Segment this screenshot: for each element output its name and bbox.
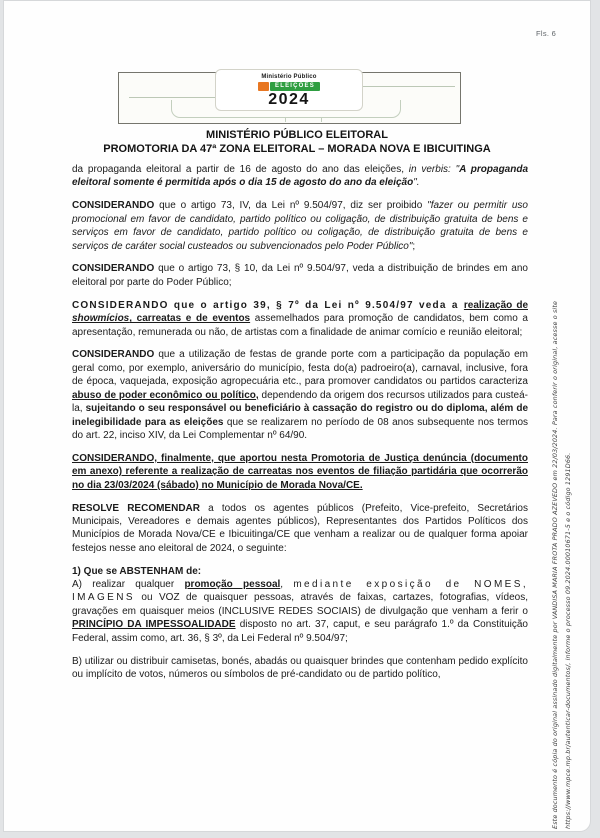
logo-eleicoes-label: ELEIÇÕES <box>270 82 320 91</box>
text-segment: a todos os agentes públicos (Prefeito, Vice-prefeito, Secretários Municipais, Vereadores e demais agentes públicos), Representantes dos Partidos Políticos dos Municípios de Morada Nova/CE e Ibicuitinga/CE que venham a realizar ou de qualquer forma apoiar festejos nesse ano eleitoral de 2024, o seguinte: <box>72 502 528 554</box>
text-segment: CONSIDERANDO <box>72 263 155 275</box>
paragraph <box>72 299 528 339</box>
logo-orange-block-icon <box>258 82 269 91</box>
logo-year: 2024 <box>268 90 310 108</box>
text-segment: que a utilização de festas de grande porte com a participação da população em geral como, por exemplo, aniversário do município, festa do(a) padroeiro(a), carnaval, inclusive, fora de época, vaquejada, exposição agropecuária etc., para promover candidatos ou partidos caracteriza <box>72 349 528 388</box>
paragraph <box>72 655 528 682</box>
title-line-2: PROMOTORIA DA 47ª ZONA ELEITORAL – MORADA NOVA E IBICUITINGA <box>103 143 491 155</box>
paragraph <box>72 452 528 492</box>
paragraph <box>72 348 528 442</box>
text-segment: B) utilizar ou distribuir camisetas, bonés, abadás ou quaisquer brindes que contenham pedido explícito ou implícito de votos, números ou símbolos de pré-candidato ou de partido político, <box>72 655 528 680</box>
text-segment: CONSIDERANDO <box>72 200 155 212</box>
text-segment: showmícios <box>72 313 130 325</box>
paragraph <box>72 163 528 190</box>
signature-line-2: https://www.mpce.mp.br/autenticar-documentos/, informe o processo 09.2024.00010671-5 e o código 1291D66. <box>564 452 572 829</box>
header-decoration-tick <box>321 117 322 122</box>
page-number: Fls. 6 <box>536 29 557 38</box>
text-segment: CONSIDERANDO, finalmente, que aportou nesta Promotoria de Justiça denúncia (documento em anexo) referente a realização de carreatas nos eventos de filiação partidária que ocorrerão no dia 23/03/2024 (sábado) no Município de Morada Nova/CE. <box>72 452 528 491</box>
text-segment: que o artigo 73, § 10, da Lei nº 9.504/97, veda a distribuição de brindes em ano eleitoral por parte do Poder Público; <box>72 263 528 288</box>
text-segment: abuso de poder econômico ou político, <box>72 389 259 401</box>
text-segment: ; <box>412 240 416 252</box>
text-segment: A propaganda eleitoral somente é permitida após o dia 15 de agosto do ano da eleição <box>72 164 529 189</box>
paragraph <box>72 578 528 645</box>
logo-band <box>258 82 320 91</box>
paragraph <box>72 262 528 289</box>
header-logo-box <box>118 72 461 124</box>
text-segment: que o artigo 73, IV, da Lei nº 9.504/97, diz ser proibido <box>154 200 428 212</box>
header-decoration-line-right <box>363 86 455 87</box>
text-segment: assemelhados para promoção de candidatos, bem como a apresentação, remunerada ou não, de artistas com a finalidade de animar comício e reunião eleitoral; <box>72 313 528 338</box>
document-page <box>4 1 590 831</box>
text-segment: in verbis: " <box>408 164 460 175</box>
paragraph <box>72 502 528 556</box>
text-segment: da propaganda eleitoral a partir de 16 de agosto do ano das eleições, <box>72 164 409 175</box>
text-segment: que se realizarem no período de 08 anos subsequente nos termos do art. 22, inciso XIV, da Lei Complementar nº 64/90. <box>72 416 529 441</box>
text-segment: RESOLVE RECOMENDAR <box>72 502 200 514</box>
document-titles <box>4 128 590 156</box>
elections-2024-logo <box>215 69 363 111</box>
text-segment: promoção pessoal <box>184 579 281 591</box>
title-line-1: MINISTÉRIO PÚBLICO ELEITORAL <box>206 129 388 141</box>
text-segment: disposto no art. 37, caput, e seu parágrafo 1.º da Constituição Federal, assim como, art. 36, § 3º, da Lei Federal nº 9.504/97; <box>72 619 528 644</box>
header-decoration-line-left <box>129 97 215 98</box>
text-segment: mediante exposição de NOMES, IMAGENS <box>72 579 528 604</box>
text-segment: CONSIDERANDO <box>72 349 155 361</box>
text-segment: 1) Que se ABSTENHAM de: <box>72 565 202 577</box>
digital-signature-sidebar <box>549 201 576 829</box>
text-segment: PRINCÍPIO DA IMPESSOALIDADE <box>72 619 236 631</box>
signature-line-1: Este documento é cópia do original assinado digitalmente por VANDISA MARIA FROTA PRADO AZEVEDO em 22/03/2024. Para conferir o original, acesse o site <box>551 300 559 829</box>
logo-org-text: Ministério Público <box>261 73 317 80</box>
text-segment: dependendo da origem dos recursos utilizados para custeá-la, <box>72 389 528 415</box>
text-segment: ". <box>413 177 420 189</box>
text-segment: A) realizar qualquer <box>72 579 185 591</box>
paragraph <box>72 199 528 253</box>
text-segment: , <box>280 579 294 591</box>
text-segment: "fazer ou permitir uso promocional em favor de candidato, partido político ou coligação, de distribuição gratuita de bens e serviços em favor de candidato, partido político ou coligação, de distribuição gratuita de bens e serviços de caráter social custeados ou subvencionados pelo Poder Público" <box>72 200 528 252</box>
text-segment: ou VOZ de quaisquer pessoas, através de faixas, cartazes, fotografias, vídeos, gravações em quaisquer meios (INCLUSIVE REDES SOCIAIS) de divulgação que venham a ferir o <box>72 592 528 617</box>
text-segment: , carreatas e de eventos <box>129 313 251 325</box>
paragraph <box>72 565 528 578</box>
document-body <box>72 163 528 691</box>
header-decoration-tick <box>285 117 286 122</box>
text-segment: sujeitando o seu responsável ou beneficiário à cassação do registro ou do diploma, além de inelegibilidade para as eleições <box>72 403 529 428</box>
text-segment: realização de <box>463 299 528 311</box>
text-segment: CONSIDERANDO que o artigo 39, § 7º da Lei nº 9.504/97 veda a <box>72 299 464 311</box>
